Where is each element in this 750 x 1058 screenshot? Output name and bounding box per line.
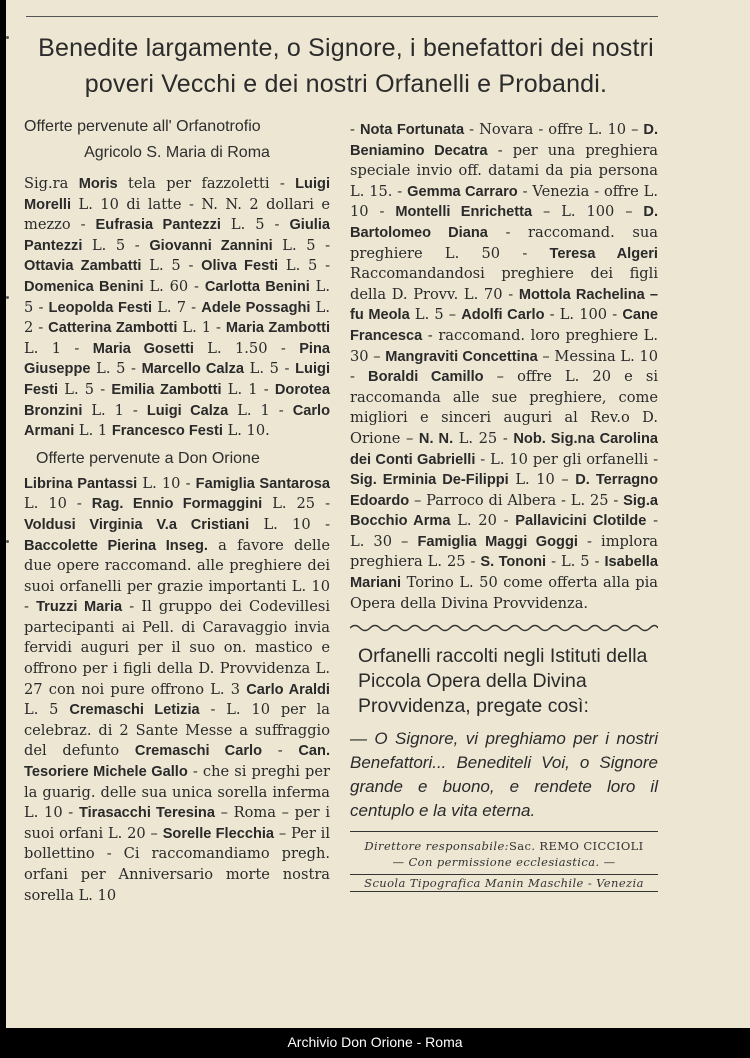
- wavy-divider: [350, 622, 658, 634]
- margin-mark: [6, 36, 9, 39]
- page-headline: [16, 30, 676, 102]
- donation-text: L. 5 -: [220, 216, 290, 234]
- donor-name: Carlo Araldi: [246, 681, 330, 698]
- donor-name: Sig.a Bocchio Arma: [350, 492, 658, 530]
- donor-name: Leopolda Festi: [48, 299, 153, 316]
- donation-text: - raccomand. loro preghiere L. 30 –: [350, 326, 658, 365]
- donation-text: L. 1: [74, 422, 112, 440]
- donor-name: Oliva Festi: [201, 258, 279, 275]
- donation-text: -: [350, 121, 360, 138]
- donor-name: Pallavicini Clotilde: [515, 513, 647, 530]
- donor-name: Maria Zambotti: [225, 320, 331, 337]
- orphans-heading: Orfanelli raccolti negli Istituti della Piccola Opera della Divina Provvidenza, pregate così:: [358, 645, 648, 718]
- director-name: Sac. REMO CICCIOLI: [508, 839, 644, 854]
- donation-text: L. 5 -: [58, 380, 112, 398]
- donor-name: Sorelle Flecchia: [162, 825, 275, 842]
- newsletter-page: [6, 0, 750, 1028]
- donation-text: L. 10.: [222, 422, 270, 440]
- section1-title-line-1: Offerte pervenute all' Orfanotrofio: [24, 118, 261, 135]
- donation-text: L. 25 -: [262, 495, 331, 513]
- donor-name: Librina Pantassi: [24, 475, 138, 492]
- donor-name: Marcello Calza: [141, 361, 245, 378]
- donor-name: Voldusi Virginia V.a Cristiani: [24, 516, 250, 533]
- donation-text: L. 1.50 -: [193, 339, 300, 357]
- section1-title-line-2: Agricolo S. Maria di Roma: [84, 144, 270, 161]
- donation-text: L. 5 -: [90, 360, 142, 378]
- donation-text: tela per fazzoletti -: [117, 175, 296, 192]
- donation-text: L. 1 -: [177, 319, 226, 337]
- donation-text: - per una preghiera speciale invio off. datami da pia persona L. 15. -: [350, 141, 658, 200]
- donation-text: L. 60 -: [143, 277, 205, 295]
- donor-name: Famiglia Maggi Goggi: [417, 533, 578, 550]
- donor-name: Gemma Carraro: [407, 183, 518, 200]
- donation-text: – L. 100 –: [532, 203, 644, 221]
- donor-name: Dorotea Bronzini: [24, 381, 330, 419]
- donor-name: Catterina Zambotti: [48, 320, 178, 337]
- donor-name: Carlo Armani: [24, 402, 330, 440]
- director-credit: [350, 838, 658, 854]
- colophon-rule: [350, 831, 658, 832]
- orphans-prayer: — O Signore, vi preghiamo per i nostri Benefattori... Benediteli Voi, o Signore grande e buono, e rendete loro il centuplo e la vita eterna.: [350, 729, 658, 821]
- donation-text: L. 5 -: [244, 360, 296, 378]
- donation-text: L. 5 -: [141, 257, 202, 275]
- donor-name: Can. Tesoriere Michele Gallo: [24, 743, 330, 781]
- donation-text: - L. 5 -: [546, 553, 605, 571]
- donation-text: – Roma – per i suoi orfani L. 20 –: [24, 804, 330, 842]
- donor-name: Moris: [78, 176, 118, 192]
- donation-text: - L. 100 -: [544, 306, 623, 324]
- donation-text: Torino L. 50 come offerta alla pia Opera della Divina Provvidenza.: [350, 574, 658, 612]
- donor-name: D. Beniamino Decatra: [350, 122, 658, 159]
- donor-name: Montelli Enrichetta: [395, 204, 533, 221]
- donor-name: S. Tononi: [480, 554, 547, 571]
- donor-name: D. Terragno Edoardo: [350, 472, 658, 509]
- donor-name: Emilia Zambotti: [111, 381, 222, 398]
- donor-name: Eufrasia Pantezzi: [95, 217, 221, 234]
- donor-name: Cane Francesca: [350, 307, 659, 344]
- donation-text: - che si preghi per la guarig. delle sua unica sorella inferma L. 10 -: [24, 763, 330, 822]
- donation-text: L. 10 -: [137, 474, 196, 492]
- donor-name: Adele Possaghi: [201, 299, 311, 316]
- donor-name: Cremaschi Carlo: [134, 743, 262, 760]
- donor-name: Mangraviti Concettina: [385, 348, 538, 365]
- donation-text: L. 5 -: [24, 277, 330, 316]
- donor-name: Tirasacchi Teresina: [78, 805, 215, 822]
- donor-name: Luigi Morelli: [24, 176, 330, 213]
- donation-text: L. 10 –: [508, 471, 576, 489]
- donation-text: L. 2 -: [24, 298, 330, 337]
- donation-text: L. 7 -: [152, 298, 202, 316]
- top-rule: [26, 16, 658, 17]
- donation-text: - L. 30 –: [350, 512, 658, 550]
- donor-name: Mottola Rachelina – fu Meola: [350, 286, 658, 324]
- donation-text: – Per il bollettino - Ci raccomandiamo pregh. orfani per Anniversario morte nostra sorella L. 10: [24, 824, 330, 904]
- section2-donor-list: [24, 474, 330, 906]
- donation-text: L. 5 -: [278, 257, 330, 275]
- donation-text: -: [262, 742, 299, 760]
- donation-text: L. 10 -: [249, 515, 330, 533]
- donor-name: Sig. Erminia De-Filippi: [350, 472, 509, 489]
- donation-text: a favore delle due opere raccomand. alle preghiere dei suoi orfanelli per grazie importanti L. 10 -: [24, 536, 330, 616]
- donor-name: Maria Gosetti: [92, 340, 194, 357]
- printer-credit: Scuola Tipografica Manin Maschile - Venezia: [350, 874, 658, 892]
- donation-text: - Novara - offre L. 10 –: [464, 121, 644, 138]
- ecclesiastical-permission: — Con permissione ecclesiastica. —: [392, 855, 616, 870]
- margin-mark: [6, 296, 9, 299]
- donation-text: - implora preghiera L. 25 -: [350, 532, 658, 571]
- donation-text: – offre L. 20 e si raccomanda alle sue preghiere, come migliori e sinceri auguri al Rev.o D. Orione –: [350, 368, 658, 447]
- donor-name: Famiglia Santarosa: [195, 475, 331, 492]
- donor-name: Carlotta Benini: [204, 278, 310, 295]
- donation-text: - L. 10 per gli orfanelli -: [475, 450, 658, 468]
- donor-name: Baccolette Pierina Inseg.: [24, 537, 208, 554]
- donor-name: Luigi Festi: [24, 361, 330, 398]
- donation-text: - L. 10 per la celebraz. di 2 Sante Messe a suffraggio del defunto: [24, 701, 330, 760]
- section1-donor-list: [24, 174, 330, 442]
- donor-name: Adolfi Carlo: [461, 307, 545, 324]
- donor-name: Francesco Festi: [111, 423, 223, 440]
- donor-name: Giulia Pantezzi: [24, 217, 330, 254]
- headline-line-1: Benedite largamente, o Signore, i benefattori dei nostri: [38, 34, 654, 62]
- donor-name: Boraldi Camillo: [368, 369, 484, 386]
- donor-name: D. Bartolomeo Diana: [350, 204, 659, 241]
- donor-name: Ottavia Zambatti: [24, 258, 142, 275]
- donor-name: Domenica Benini: [24, 278, 144, 295]
- donation-text: L. 5: [24, 701, 70, 719]
- donor-name: Luigi Calza: [146, 402, 229, 419]
- donor-name: N. N.: [418, 430, 454, 447]
- donor-name: Cremaschi Letizia: [69, 702, 200, 719]
- donation-text: L. 1 -: [228, 401, 293, 419]
- donation-text: L. 10 -: [24, 495, 92, 513]
- donation-text: L. 10 di latte - N. N. 2 dollari e mezzo -: [24, 195, 330, 234]
- donor-name: Isabella Mariani: [350, 554, 658, 592]
- donation-text: L. 1 -: [24, 339, 93, 357]
- donor-name: Pina Giuseppe: [24, 340, 331, 378]
- donation-text: – Messina L. 10 -: [350, 347, 658, 386]
- donation-text: L. 20 -: [450, 512, 516, 530]
- section2-title: Offerte pervenute a Don Orione: [36, 449, 260, 467]
- donor-name: Nota Fortunata: [359, 122, 465, 138]
- donation-text: Raccomandandosi preghiere dei figli della D. Provv. L. 70 -: [350, 265, 658, 303]
- donation-text: - Il gruppo dei Codevillesi partecipanti ai Pell. di Caravaggio invia fervidi auguri per il suo on. mastico e offrono per i figli della D. Provvidenza L. 27 con noi pure offrono L. 3: [24, 598, 330, 698]
- archive-footer: [0, 1028, 750, 1058]
- donation-text: L. 5 -: [272, 236, 331, 254]
- donor-name: Truzzi Maria: [36, 599, 123, 616]
- director-label: Direttore responsabile:: [364, 839, 509, 854]
- archive-label: Archivio Don Orione - Roma: [287, 1034, 463, 1050]
- section3-donor-list: [350, 120, 658, 614]
- donation-text: - raccomand. sua preghiere L. 50 -: [350, 223, 658, 262]
- donation-text: L. 1 -: [82, 401, 147, 419]
- headline-line-2: poveri Vecchi e dei nostri Orfanelli e Probandi.: [84, 70, 608, 98]
- donor-name: Giovanni Zannini: [149, 237, 273, 254]
- donor-name: Nob. Sig.na Carolina dei Conti Gabrielli: [350, 430, 658, 468]
- donation-text: L. 1 -: [221, 380, 275, 398]
- donation-text: L. 5 –: [409, 306, 462, 324]
- donor-name: Teresa Algeri: [549, 245, 658, 262]
- donor-name: Rag. Ennio Formaggini: [91, 496, 263, 513]
- donation-text: Sig.ra: [24, 175, 79, 192]
- donation-text: L. 25 -: [453, 429, 514, 447]
- left-column: [24, 114, 330, 906]
- right-column: [350, 120, 658, 892]
- margin-mark: [6, 540, 9, 543]
- donation-text: – Parroco di Albera - L. 25 -: [409, 491, 624, 509]
- donation-text: - Venezia - offre L. 10 -: [350, 182, 658, 221]
- donation-text: L. 5 -: [82, 236, 150, 254]
